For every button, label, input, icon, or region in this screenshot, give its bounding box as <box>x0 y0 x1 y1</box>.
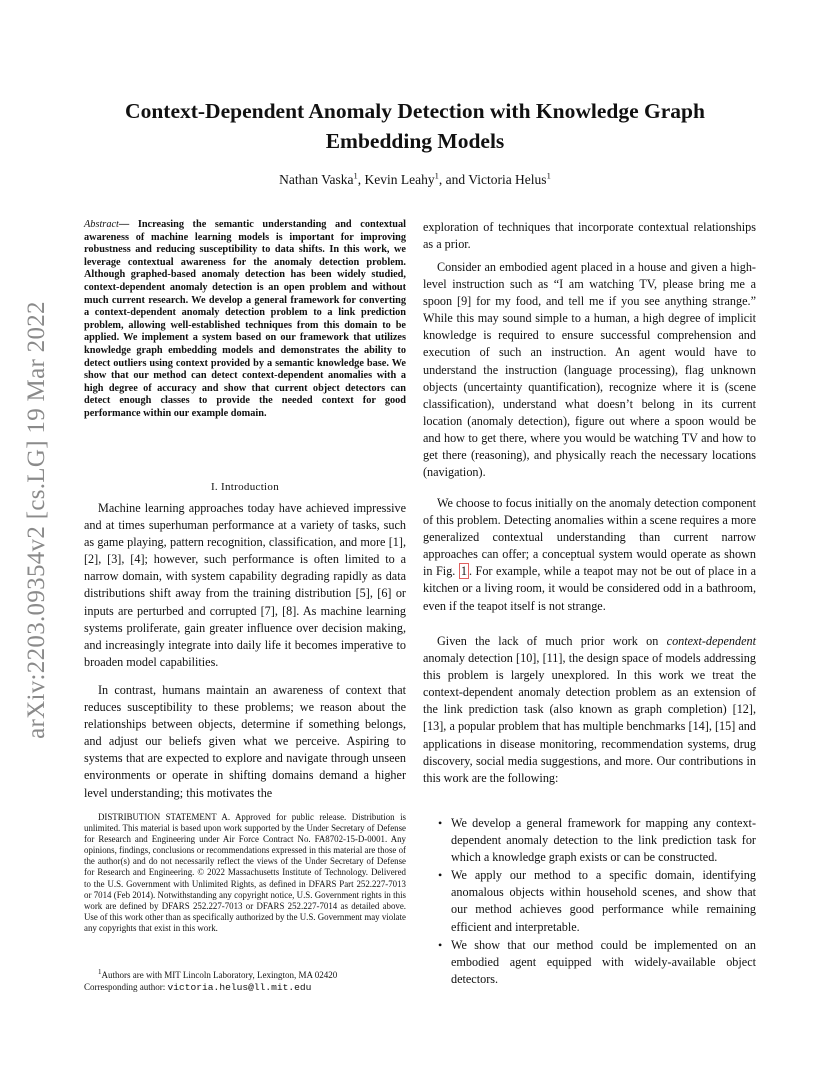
contribution-item <box>435 867 756 935</box>
section-heading-introduction: I. Introduction <box>210 481 280 493</box>
contribution-text: We apply our method to a specific domain, identifying anomalous objects within household scenes, and show that our method achieves good performance while remaining efficient and interpretable. <box>451 868 756 934</box>
intro-paragraph-2: In contrast, humans maintain an awareness of context that reduces susceptibility to these problems; we reason about the relationships between objects, determine if something belongs, and adjust our beliefs given what we perceive. Aspiring to systems that are expected to explore and navigate through unseen environments or operate in shifting domains demand a higher level understanding; this motivates the <box>84 683 406 800</box>
bullet-icon: • <box>438 816 443 830</box>
author-name: Kevin Leahy <box>364 172 435 187</box>
corresponding-author-label: Corresponding author: <box>84 981 168 992</box>
intro-paragraph-1: Machine learning approaches today have achieved impressive and at times superhuman performance at a variety of tasks, such as game playing, pattern recognition, classification, and more [1], [2], [3], [4]; however, such performance is often limited to a narrow domain, with system capability degrading rapidly as data distributions shift away from the training distribution [5], [6] or inputs are perturbed and corrupted [7], [8]. As machine learning systems proliferate, gain greater influence over decision making, and increasingly integrate into daily life it becomes imperative to broaden model capabilities. <box>84 501 406 669</box>
author-name: Victoria Helus <box>468 172 547 187</box>
abstract-dash: — <box>118 219 138 230</box>
intro-paragraph-3: Consider an embodied agent placed in a house and given a high-level instruction such as “I am watching TV, please bring me a spoon [9] for my food, and tell me if you see anything strange.” While this may sound simple to a human, a high degree of implicit knowledge is required to ensure successful comprehension and execution of such an instruction. An agent would have to understand the instruction (language processing), flag unknown objects (uncertainty quantification), recognize where it is (scene classification), understand what doesn’t belong in its current location (anomaly detection), figure out where a spoon would be and how to get there, where you would be watching TV and how to get there (reasoning), and physically reach the necessary locations (navigation). <box>423 260 756 480</box>
paragraph-4-text-end: . For example, while a teapot may not be out of place in a kitchen or a living room, it would be considered odd in a bathroom, even if the teapot itself is not strange. <box>423 564 756 613</box>
bullet-icon: • <box>438 868 443 883</box>
intro-paragraph-2-continued: exploration of techniques that incorporate contextual relationships as a prior. <box>423 220 756 252</box>
author-list <box>90 171 740 189</box>
author-separator: , <box>357 172 365 187</box>
author-separator: , and <box>438 172 469 187</box>
arxiv-id-text: arXiv:2203.09354v2 [cs.LG] 19 Mar 2022 <box>23 300 50 739</box>
arxiv-identifier-stamp <box>22 282 52 757</box>
affiliation-text: Authors are with MIT Lincoln Laboratory, Lexington, MA 02420 <box>101 970 338 980</box>
author-affiliation-footnote <box>84 967 406 993</box>
contributions-list <box>435 815 756 988</box>
affiliation-marker: 1 <box>434 170 439 181</box>
bullet-icon: • <box>438 937 443 952</box>
affiliation-marker: 1 <box>353 170 358 181</box>
paper-title: Context-Dependent Anomaly Detection with Knowledge Graph Embedding Models <box>125 99 705 153</box>
affiliation-marker: 1 <box>546 170 551 181</box>
paragraph-5-text-start: Given the lack of much prior work on <box>437 634 667 648</box>
contribution-item <box>435 815 756 866</box>
intro-paragraph-4 <box>423 495 756 615</box>
paragraph-5-emphasis: context-dependent <box>666 634 756 648</box>
contribution-text: We develop a general framework for mapping any context-dependent anomaly detection to the link prediction task for which a knowledge graph exists or can be constructed. <box>451 816 756 865</box>
abstract-text: Increasing the semantic understanding and contextual awareness of machine learning models is important for improving robustness and reducing susceptibility to data shifts. In this work, we leverage contextual awareness for the anomaly detection problem. Although graphed-based anomaly detection has been widely studied, context-dependent anomaly detection is an open problem and without much current research. We develop a general framework for converting a context-dependent anomaly detection problem to a link prediction problem, allowing well-established techniques from this domain to be applied. We implement a system based on our framework that utilizes knowledge graph embedding models and demonstrates the ability to detect outliers using context provided by a semantic knowledge base. We show that our method can detect context-dependent anomalies with a high degree of accuracy and show that current object detectors can detect enough classes to provide the needed context for good performance within our example domain. <box>84 219 407 419</box>
paragraph-4-text-start: We choose to focus initially on the anomaly detection component of this problem. Detecting anomalies within a scene requires a more generalized contextual understanding than current narrow approaches can offer; a conceptual system would operate as shown in Fig. <box>423 496 756 579</box>
abstract-label: Abstract <box>84 219 119 230</box>
abstract <box>84 219 406 421</box>
contribution-item <box>435 937 756 988</box>
distribution-statement-footnote: DISTRIBUTION STATEMENT A. Approved for public release. Distribution is unlimited. This material is based upon work supported by the Under Secretary of Defense for Research and Engineering under Air Force Contract No. FA8702-15-D-0001. Any opinions, findings, conclusions or recommendations expressed in this material are those of the author(s) and do not necessarily reflect the views of the Under Secretary of Defense for Research and Engineering. © 2022 Massachusetts Institute of Technology. Delivered to the U.S. Government with Unlimited Rights, as defined in DFARS Part 252.227-7013 or 7014 (Feb 2014). Notwithstanding any copyright notice, U.S. Government rights in this work are defined by DFARS 252.227-7013 or DFARS 252.227-7014 as detailed above. Use of this work other than as specifically authorized by the U.S. Government may violate any copyrights that exist in this work. <box>84 812 406 933</box>
paragraph-5-text-end: anomaly detection [10], [11], the design space of models addressing this problem is largely unexplored. In this work we treat the context-dependent anomaly detection problem as an extension of the link prediction task (also known as graph completion) [12], [13], a popular problem that has multiple benchmarks [14], [15] and applications in disease monitoring, recommendation systems, drug discovery, social media suggestions, and more. Our contributions in this work are the following: <box>423 651 756 785</box>
contribution-text: We show that our method could be implemented on an embodied agent equipped with widely-available object detectors. <box>451 937 756 986</box>
corresponding-author-email[interactable]: victoria.helus@ll.mit.edu <box>167 981 312 993</box>
figure-1-link[interactable]: 1 <box>460 564 467 579</box>
author-name: Nathan Vaska <box>279 172 354 187</box>
intro-paragraph-5 <box>423 633 756 787</box>
footnote-marker: 1 <box>98 968 102 976</box>
